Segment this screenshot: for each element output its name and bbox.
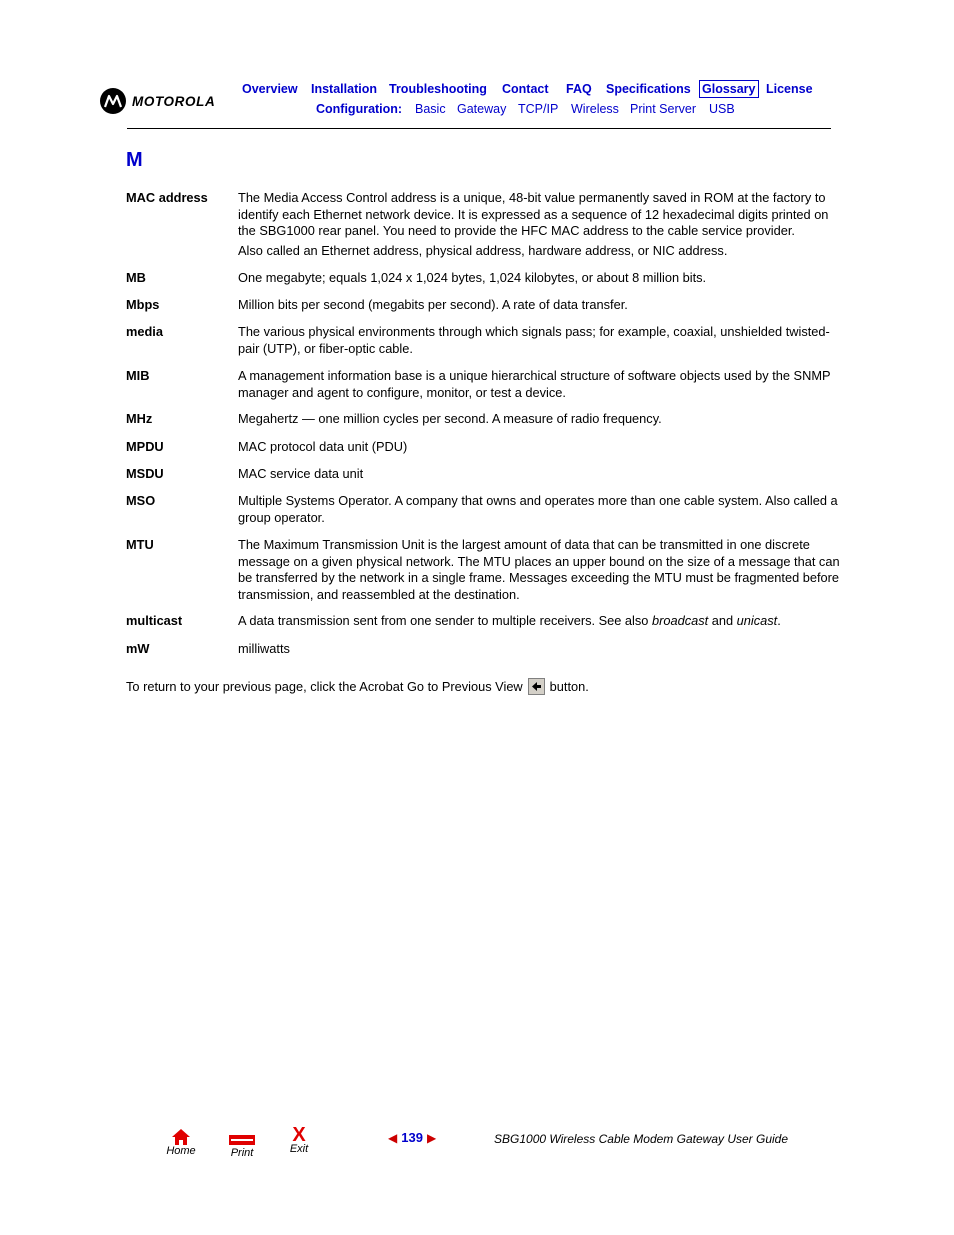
exit-label: Exit <box>289 1143 309 1155</box>
see-also-unicast: unicast <box>736 613 778 628</box>
page-number: 139 <box>401 1130 423 1145</box>
glossary-term: MAC address <box>126 190 208 205</box>
config-link-wireless[interactable]: Wireless <box>571 102 619 116</box>
definition-text: and <box>708 613 737 628</box>
glossary-term: MB <box>126 270 146 285</box>
glossary-definition: MAC service data unit <box>238 466 364 481</box>
printer-icon <box>228 1134 256 1146</box>
glossary-definition: Million bits per second (megabits per second). A rate of data transfer. <box>238 297 628 312</box>
config-link-basic[interactable]: Basic <box>415 102 446 116</box>
glossary-term: MIB <box>126 368 150 383</box>
glossary-definition-text-2: Also called an Ethernet address, physical address, hardware address, or NIC address. <box>238 242 728 258</box>
glossary-term: mW <box>126 641 150 656</box>
glossary-term: MSO <box>126 493 156 508</box>
print-label: Print <box>230 1147 254 1159</box>
glossary-term: MTU <box>126 537 154 552</box>
config-link-gateway[interactable]: Gateway <box>457 102 507 116</box>
home-button[interactable] <box>164 1128 198 1157</box>
definition-text: . <box>777 613 781 628</box>
see-also-broadcast: broadcast <box>651 613 709 628</box>
previous-view-icon[interactable] <box>528 678 545 695</box>
glossary-definition: The various physical environments through which signals pass; for example, coaxial, unshielded twisted-pair (UTP), or fiber-optic cable. <box>238 324 830 356</box>
nav-link-license[interactable]: License <box>766 82 813 96</box>
nav-link-specifications[interactable]: Specifications <box>606 82 691 96</box>
motorola-batwing-icon <box>100 88 126 114</box>
glossary-term: multicast <box>126 613 183 628</box>
nav-link-glossary[interactable]: Glossary <box>699 80 759 98</box>
glossary-definition: A management information base is a unique hierarchical structure of software objects used by the SNMP manager and agent to configure, monitor, or test a device. <box>238 368 831 400</box>
next-page-arrow-icon[interactable]: ▶ <box>426 1130 437 1145</box>
glossary-definition <box>238 190 844 259</box>
glossary-definition: Megahertz — one million cycles per second. A measure of radio frequency. <box>238 411 662 426</box>
return-text-after: button. <box>549 678 589 694</box>
nav-link-faq[interactable]: FAQ <box>566 82 592 96</box>
previous-page-arrow-icon[interactable]: ◀ <box>388 1130 398 1145</box>
nav-link-troubleshooting[interactable]: Troubleshooting <box>389 82 487 96</box>
exit-button[interactable] <box>284 1125 314 1155</box>
glossary-term: MHz <box>126 411 153 426</box>
home-label: Home <box>166 1145 196 1157</box>
glossary-definition: One megabyte; equals 1,024 x 1,024 bytes, 1,024 kilobytes, or about 8 million bits. <box>238 270 707 285</box>
glossary-definition: Multiple Systems Operator. A company that owns and operates more than one cable system. Also called a group operator. <box>238 493 838 525</box>
nav-link-installation[interactable]: Installation <box>311 82 377 96</box>
motorola-wordmark: MOTOROLA <box>132 93 216 109</box>
config-link-print-server[interactable]: Print Server <box>630 102 696 116</box>
glossary-definition: The Maximum Transmission Unit is the largest amount of data that can be transmitted in one discrete message on a given physical network. The MTU places an upper bound on the size of a message that can be transferred by the network in a single frame. Messages exceeding the MTU must be fragmented before transmission, and reassembled at the destination. <box>238 537 840 602</box>
return-text: To return to your previous page, click the Acrobat Go to Previous View <box>126 678 523 694</box>
print-button[interactable] <box>226 1134 258 1159</box>
glossary-definition: MAC protocol data unit (PDU) <box>238 439 408 454</box>
glossary-definition-text: The Media Access Control address is a unique, 48-bit value permanently saved in ROM at the factory to identify each Ethernet network device. It is expressed as a sequence of 12 hexadecimal digits printed on the SBG1000 rear panel. You need to provide the HFC MAC address to the cable service provider. <box>238 190 829 238</box>
nav-link-contact[interactable]: Contact <box>502 82 549 96</box>
glossary-term: Mbps <box>126 297 160 312</box>
configuration-label: Configuration: <box>316 102 403 116</box>
config-link-usb[interactable]: USB <box>709 102 735 116</box>
config-link-tcpip[interactable]: TCP/IP <box>518 102 559 116</box>
page-navigator <box>388 1130 436 1145</box>
glossary-term: MSDU <box>126 466 164 481</box>
guide-title: SBG1000 Wireless Cable Modem Gateway User Guide <box>494 1132 789 1146</box>
motorola-logo <box>100 88 215 114</box>
nav-link-overview[interactable]: Overview <box>242 82 298 96</box>
section-letter: M <box>126 149 143 171</box>
return-instruction <box>126 678 589 695</box>
glossary-term: MPDU <box>126 439 164 454</box>
home-icon <box>171 1128 191 1146</box>
header-divider <box>127 128 831 129</box>
exit-icon: X <box>292 1124 306 1146</box>
definition-text: A data transmission sent from one sender to multiple receivers. See also <box>238 613 652 628</box>
glossary-definition <box>238 613 844 630</box>
glossary-definition: milliwatts <box>238 641 290 656</box>
glossary-term: media <box>126 324 163 339</box>
